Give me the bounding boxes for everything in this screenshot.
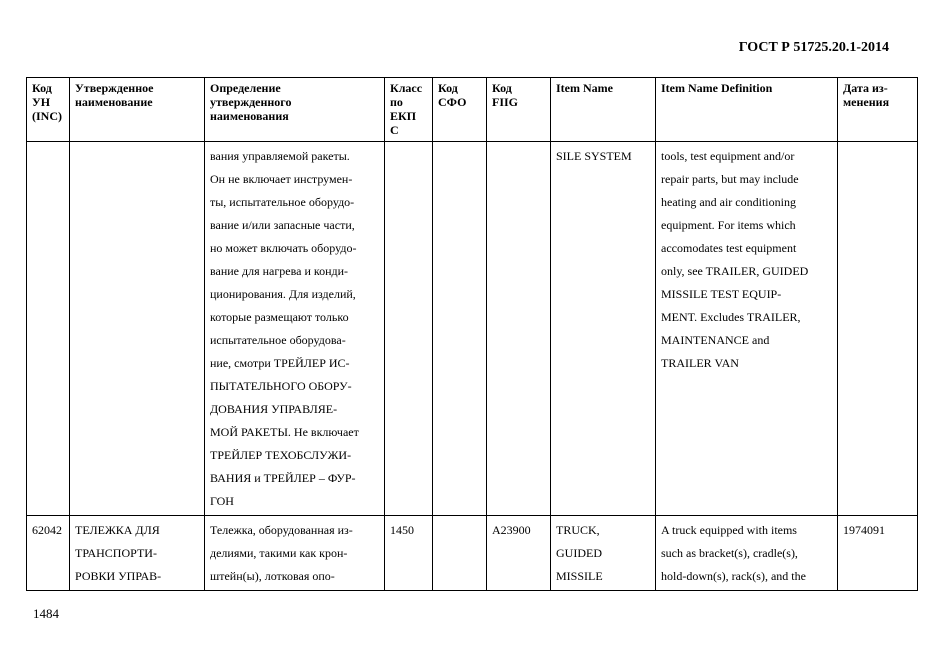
cell-line: вания управляемой ракеты. (210, 149, 350, 163)
cell-line: делиями, такими как крон- (210, 546, 348, 560)
cell-line: ГОН (210, 494, 234, 508)
document-code: ГОСТ Р 51725.20.1-2014 (738, 40, 889, 55)
table-row (27, 142, 918, 516)
column-header-item-definition: Item Name Definition (656, 78, 838, 142)
cell-line: tools, test equipment and/or (661, 149, 795, 163)
cell-inc: 62042 (27, 516, 70, 591)
cell-line: но может включать оборудо- (210, 241, 357, 255)
cell-line: only, see TRAILER, GUIDED (661, 264, 809, 278)
column-header-fiig: Код FIIG (487, 78, 551, 142)
cell-item-definition (656, 142, 838, 516)
page-number: 1484 (33, 606, 59, 621)
cell-line: MISSILE TEST EQUIP- (661, 287, 782, 301)
cell-line: A truck equipped with items (661, 523, 797, 537)
cell-line: ционирования. Для изделий, (210, 287, 356, 301)
table-row (27, 516, 918, 591)
column-header-inc: Код УН (INC) (27, 78, 70, 142)
column-header-sfo: Код СФО (433, 78, 487, 142)
cell-line: MISSILE (556, 569, 603, 583)
cell-line: ты, испытательное оборудо- (210, 195, 355, 209)
cell-line: hold-down(s), rack(s), and the (661, 569, 806, 583)
cell-line: Тележка, оборудованная из- (210, 523, 353, 537)
cell-class (385, 142, 433, 516)
cell-approved-name (70, 142, 205, 516)
cell-line: heating and air conditioning (661, 195, 796, 209)
cell-line: MENT. Excludes TRAILER, (661, 310, 801, 324)
cell-line: ТРАНСПОРТИ- (75, 546, 157, 560)
cell-line: such as bracket(s), cradle(s), (661, 546, 798, 560)
cell-class: 1450 (385, 516, 433, 591)
cell-line: штейн(ы), лотковая опо- (210, 569, 335, 583)
cell-definition (205, 142, 385, 516)
column-header-class: Класс по ЕКП С (385, 78, 433, 142)
cell-line: GUIDED (556, 546, 602, 560)
column-header-item-name: Item Name (551, 78, 656, 142)
table-header-row (27, 78, 918, 142)
cell-line: repair parts, but may include (661, 172, 799, 186)
cell-line: ПЫТАТЕЛЬНОГО ОБОРУ- (210, 379, 352, 393)
column-header-approved-name: Утвержденное наименование (70, 78, 205, 142)
cell-sfo (433, 516, 487, 591)
cell-line: TRAILER VAN (661, 356, 739, 370)
cell-line: accomodates test equipment (661, 241, 797, 255)
cell-line: MAINTENANCE and (661, 333, 770, 347)
cell-line: ние, смотри ТРЕЙЛЕР ИС- (210, 356, 350, 370)
cell-fiig (487, 142, 551, 516)
column-header-date: Дата из- менения (838, 78, 918, 142)
cell-line: МОЙ РАКЕТЫ. Не включает (210, 425, 359, 439)
cell-line: Он не включает инструмен- (210, 172, 353, 186)
cell-date (838, 142, 918, 516)
cell-fiig: A23900 (487, 516, 551, 591)
cell-line: ДОВАНИЯ УПРАВЛЯЕ- (210, 402, 338, 416)
cell-definition (205, 516, 385, 591)
cell-line: SILE SYSTEM (556, 149, 632, 163)
cell-approved-name (70, 516, 205, 591)
cell-line: ТРЕЙЛЕР ТЕХОБСЛУЖИ- (210, 448, 352, 462)
cell-line: TRUCK, (556, 523, 600, 537)
column-header-definition: Определение утвержденного наименования (205, 78, 385, 142)
cell-line: испытательное оборудова- (210, 333, 346, 347)
cell-item-name (551, 142, 656, 516)
cell-line: equipment. For items which (661, 218, 796, 232)
cell-inc (27, 142, 70, 516)
cell-item-name (551, 516, 656, 591)
cell-sfo (433, 142, 487, 516)
cell-line: вание и/или запасные части, (210, 218, 355, 232)
cell-line: ТЕЛЕЖКА ДЛЯ (75, 523, 160, 537)
cell-line: вание для нагрева и конди- (210, 264, 349, 278)
cell-date: 1974091 (838, 516, 918, 591)
cell-line: которые размещают только (210, 310, 349, 324)
cell-line: РОВКИ УПРАВ- (75, 569, 162, 583)
cell-item-definition (656, 516, 838, 591)
cell-line: ВАНИЯ и ТРЕЙЛЕР – ФУР- (210, 471, 356, 485)
table-body (27, 142, 918, 591)
catalog-table (26, 77, 918, 591)
